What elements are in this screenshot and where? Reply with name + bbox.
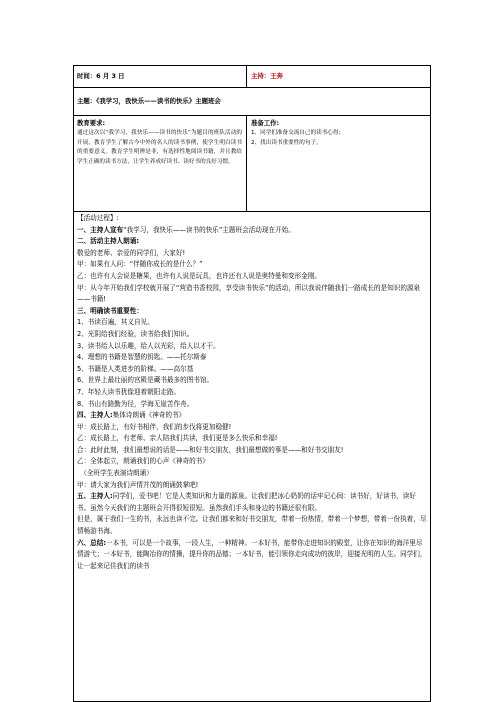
- process-line: [77, 468, 427, 480]
- process-line: [77, 433, 427, 445]
- process-line: [77, 480, 427, 492]
- process-line: [77, 283, 427, 306]
- process-heading: 四、主持人:: [77, 411, 113, 420]
- process-line: [77, 364, 427, 376]
- process-heading: 五、主持人:: [77, 492, 113, 501]
- process-line: [77, 329, 427, 341]
- process-text: 乙：成长路上，有老师、亲人陪我们共读，我们更是多么快乐和幸福!: [77, 434, 278, 443]
- process-line: [77, 375, 427, 387]
- process-heading: 三、明确读书重要性：: [77, 306, 143, 315]
- requirements-row: [74, 116, 430, 212]
- preparation-cell: [247, 116, 430, 211]
- process-line: [77, 422, 427, 434]
- process-line: [77, 399, 427, 411]
- process-text: 5、书籍是人类进步的阶梯。——高尔基: [77, 364, 194, 373]
- process-line: [77, 387, 427, 399]
- plan-table: [73, 65, 431, 702]
- host-cell: [247, 66, 430, 87]
- process-body: [77, 213, 427, 572]
- process-text: 一本书，可以是一个故事，一段人生，一种精神。一本好书，能带你走进知识的殿堂，让你在知识的海洋里尽情游弋；一本好书，能陶冶你的情操，提升你的品德；一本好书，能引领你走向成功的彼岸，迎接光明的人生。同学们，让一起来记住我们的读书: [77, 538, 427, 570]
- process-line: [77, 306, 427, 318]
- process-line: [77, 514, 427, 537]
- process-title: 【活动过程】:: [77, 214, 119, 222]
- process-text: 乙：全体起立，朗诵我们的心声《神奇的书》: [77, 457, 209, 466]
- process-text: 合：此时此刻，我们最想说的话是——和好书交朋友，我们最想做的事是——和好书交朋友!: [77, 445, 344, 454]
- requirements-cell: [74, 116, 247, 211]
- process-line: [77, 225, 427, 237]
- process-text: 6、世界上最壮丽的宫殿是藏书最多的图书馆。: [77, 376, 214, 385]
- process-heading: 一、主持人宣布: [77, 225, 124, 234]
- preparation-item: 2、找出读书重要性的句子。: [251, 140, 322, 146]
- process-row: [74, 212, 430, 701]
- process-text: 3、读书给人以乐趣，给人以光彩，给人以才干。: [77, 341, 220, 350]
- process-text: 甲：请大家为我们声情并茂的朗诵鼓掌吧!: [77, 480, 199, 489]
- host-info: [251, 72, 283, 81]
- process-text: 8、书山有路勤为径，学海无崖苦作舟。: [77, 399, 194, 408]
- process-text: 敬爱的老师、亲爱的同学们，大家好!: [77, 248, 186, 257]
- host-name: 王奔: [270, 72, 283, 80]
- header-row: [74, 66, 430, 88]
- process-text: 2、光阴给我们经验，读书给我们知识。: [77, 329, 194, 338]
- process-line: [77, 317, 427, 329]
- requirements-title: 教育要求:: [77, 119, 106, 127]
- process-line: [77, 456, 427, 468]
- process-text: “我学习，我快乐——读书的快乐”主题班会活动现在开始。: [123, 225, 295, 234]
- process-text: 甲：成长路上，有好书相伴，我们的步伐将更加稳健!: [77, 422, 232, 431]
- process-line: [77, 236, 427, 248]
- process-text: 1、书读百遍，其义自见。: [77, 318, 154, 327]
- process-line: [77, 259, 427, 271]
- theme-text: 主题：《我学习，我快乐——读书的快乐》主题班会: [77, 97, 221, 105]
- process-text: 同学们，爱书吧！它是人类知识和力量的源泉。让我们把冰心奶奶的话牢记心间：读书好，好读书，读好书。虽然今天我们的主题班会开得很短很短。虽然我们手头和身边的书籍还很有限。: [77, 492, 416, 512]
- theme-row: [74, 88, 430, 116]
- process-line: [77, 538, 427, 573]
- process-line: [77, 491, 427, 514]
- process-line: [77, 341, 427, 353]
- process-heading: 二、活动主持人朗诵:: [77, 237, 139, 246]
- process-text: 甲：从今年开始我们学校就开展了“营造书香校园，享受读书快乐”的活动，所以我说伴随我们一路成长的是知识的源泉——书籍!: [77, 283, 421, 304]
- process-line: [77, 352, 427, 364]
- process-line: [77, 271, 427, 283]
- time-label: 时间：6 月 3 日: [77, 72, 125, 80]
- host-label: 主持：: [251, 72, 271, 80]
- process-text: 但是，属于我们一生的书，永远也读不完。让我们都来和好书交朋友，带着一份热情，带着一个梦想，带着一份执着，尽情畅游书海。: [77, 515, 427, 536]
- process-line: [77, 248, 427, 260]
- process-text: 集体诗朗诵《神奇的书》: [112, 411, 186, 420]
- process-text: 4、理想的书籍是智慧的钥匙。——托尔斯泰: [77, 353, 207, 362]
- process-line: [77, 445, 427, 457]
- requirements-text: 通过这次以“我学习，我快乐——读书的快乐”为题目的班队活动的开展，教育学生了解古今中外的名人的读书事例，使学生明白读书的重要意义。教育学生明辨是非，有选择性地阅读书籍，并且教给学生正确的读书方法，让学生养成好读书、读好书的良好习惯。: [77, 130, 242, 165]
- preparation-title: 准备工作:: [251, 119, 280, 127]
- preparation-item: 1、同学们准备交流自己的读书心得;: [251, 130, 341, 136]
- process-text: 甲：如果有人问：“伴随你成长的是什么？”: [77, 260, 203, 269]
- process-text: 乙：也许有人会说是糖果，也许有人说是玩具，也许还有人说是奥特曼和变形金刚。: [77, 271, 321, 280]
- process-heading: 六、总结:: [77, 538, 107, 547]
- process-text: （全班学生表演诗朗诵）: [77, 469, 153, 478]
- process-line: [77, 410, 427, 422]
- process-text: 7、年轻人读书犹像迎着朝阳走路。: [77, 387, 181, 396]
- time-cell: [74, 66, 247, 87]
- process-lines: [77, 225, 427, 573]
